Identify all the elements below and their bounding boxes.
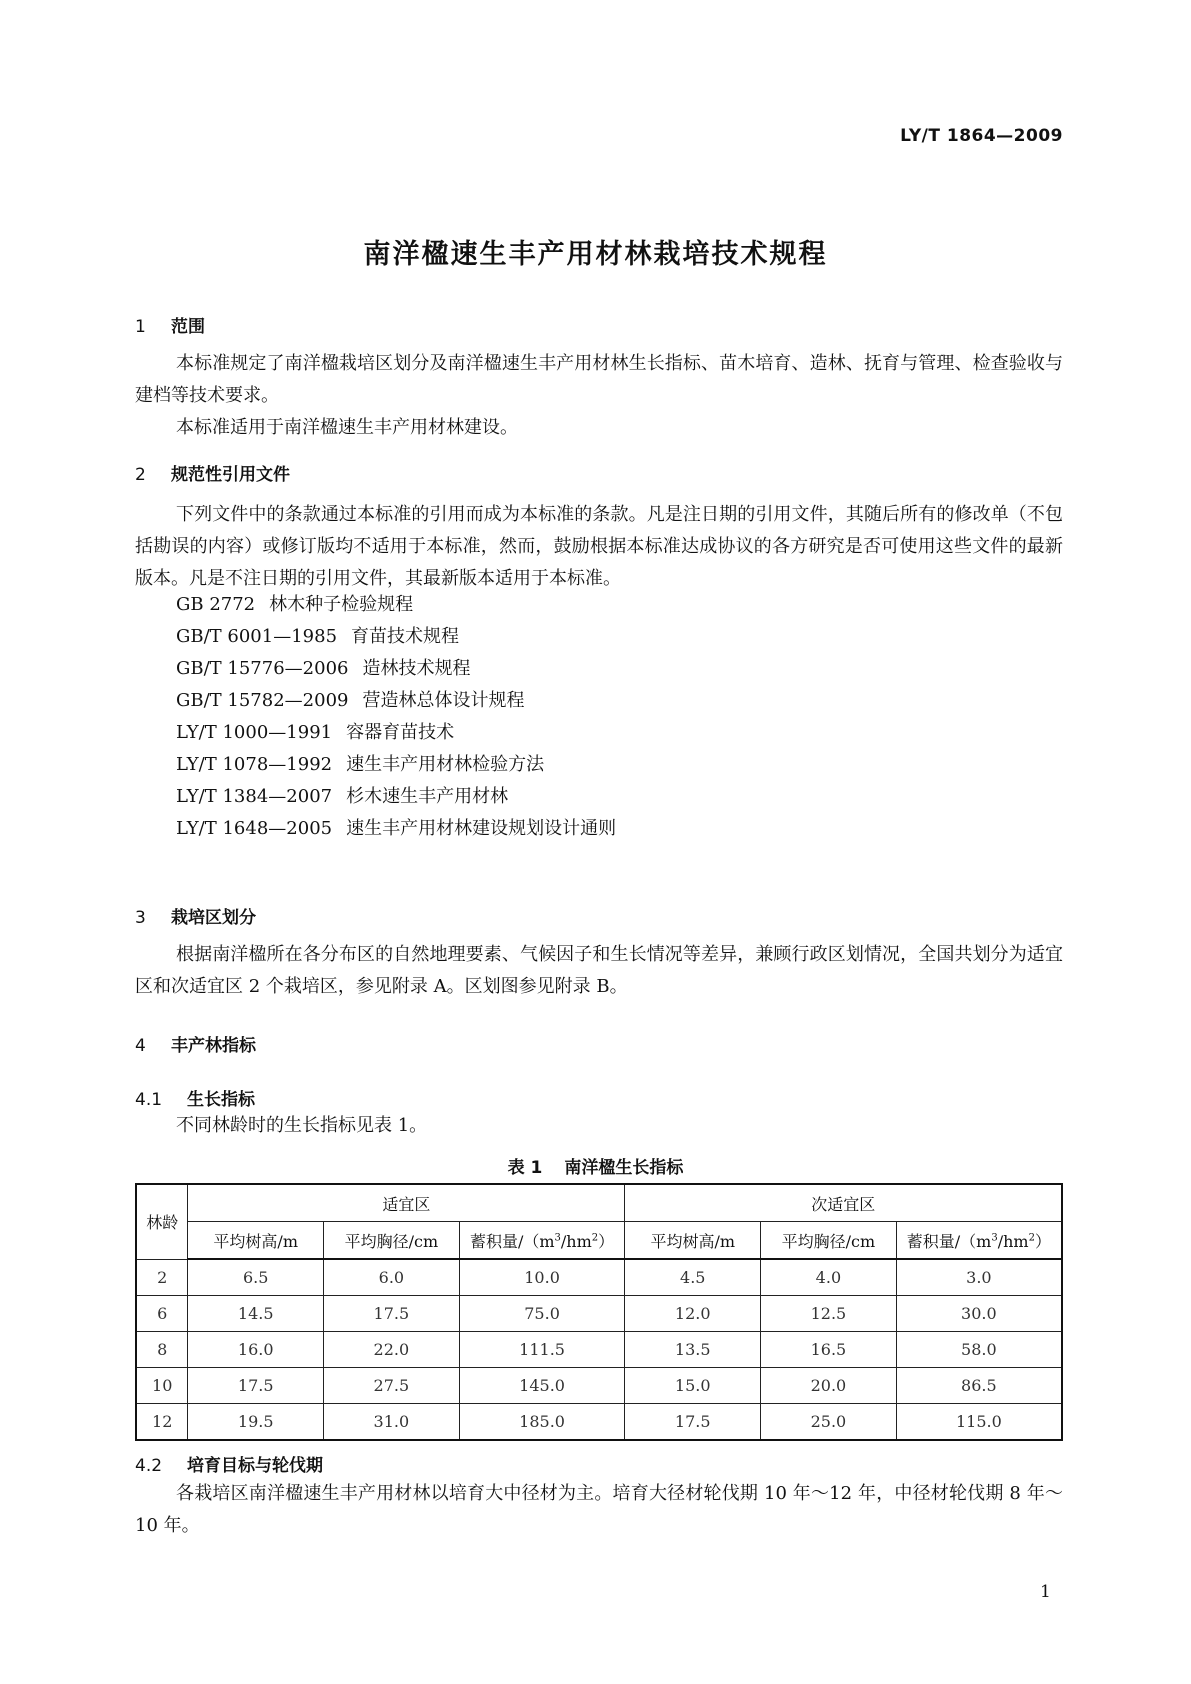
section-number: 1 [135,317,146,337]
table-row [136,1296,1062,1332]
table-row [136,1259,1062,1296]
table-cell: 12.0 [625,1296,761,1332]
reference-item [176,621,616,653]
table-cell: 75.0 [459,1296,625,1332]
reference-code: GB 2772 [176,594,256,615]
cell-age: 10 [136,1368,188,1404]
header-dbh: 平均胸径/cm [761,1222,897,1260]
table-cell: 22.0 [324,1332,460,1368]
table-cell: 25.0 [761,1404,897,1441]
reference-name: 速生丰产用材林检验方法 [346,754,545,775]
section-title: 栽培区划分 [171,908,256,928]
page-number: 1 [1040,1582,1051,1602]
section-1-paragraph-1: 本标准规定了南洋楹栽培区划分及南洋楹速生丰产用材林生长指标、苗木培育、造林、抚育与管理、检查验收与建档等技术要求。 [135,353,1063,406]
section-title: 生长指标 [187,1090,255,1110]
table-cell: 15.0 [625,1368,761,1404]
reference-name: 杉木速生丰产用材林 [346,786,509,807]
section-2-paragraph-1: 下列文件中的条款通过本标准的引用而成为本标准的条款。凡是注日期的引用文件，其随后所有的修改单（不包括勘误的内容）或修订版均不适用于本标准，然而，鼓励根据本标准达成协议的各方研究是否可使用这些文件的最新版本。凡是不注日期的引用文件，其最新版本适用于本标准。 [135,504,1063,589]
header-dbh: 平均胸径/cm [324,1222,460,1260]
table-cell: 20.0 [761,1368,897,1404]
table-cell: 16.5 [761,1332,897,1368]
volume-label-suffix: ） [1034,1231,1051,1251]
header-height: 平均树高/m [188,1222,324,1260]
table-cell: 13.5 [625,1332,761,1368]
table-cell: 31.0 [324,1404,460,1441]
table-cell: 145.0 [459,1368,625,1404]
table-number: 表 1 [507,1158,543,1178]
table-cell: 58.0 [896,1332,1062,1368]
section-title: 丰产林指标 [171,1036,256,1056]
reference-code: LY/T 1000—1991 [176,722,333,743]
section-2-heading [135,460,290,485]
table-caption [0,1153,1191,1178]
section-1-heading [135,312,205,337]
reference-list [176,589,616,845]
reference-item [176,717,616,749]
reference-name: 育苗技术规程 [351,626,460,647]
volume-label-mid: /hm [560,1231,592,1251]
reference-code: LY/T 1078—1992 [176,754,333,775]
reference-item [176,589,616,621]
volume-label-prefix: 蓄积量/（m [469,1231,555,1251]
section-4-1-paragraph: 不同林龄时的生长指标见表 1。 [176,1115,428,1136]
cell-age: 6 [136,1296,188,1332]
table-cell: 115.0 [896,1404,1062,1441]
cell-age: 12 [136,1404,188,1441]
reference-code: LY/T 1384—2007 [176,786,333,807]
reference-name: 造林技术规程 [362,658,471,679]
table-header-row [136,1184,1062,1222]
volume-label-suffix: ） [598,1231,615,1251]
header-group-suitable: 适宜区 [188,1184,625,1222]
reference-code: GB/T 15776—2006 [176,658,349,679]
reference-item [176,781,616,813]
growth-indicator-table [135,1183,1063,1441]
section-number: 4.1 [135,1090,163,1110]
table-cell: 3.0 [896,1259,1062,1296]
section-4-heading [135,1031,256,1056]
volume-label-prefix: 蓄积量/（m [906,1231,992,1251]
section-title: 范围 [171,317,205,337]
section-3-heading [135,903,256,928]
header-volume [459,1222,625,1260]
section-3-paragraph-1: 根据南洋楹所在各分布区的自然地理要素、气候因子和生长情况等差异，兼顾行政区划情况，全国共划分为适宜区和次适宜区 2 个栽培区，参见附录 A。区划图参见附录 B。 [135,944,1063,997]
standard-code: LY/T 1864—2009 [900,126,1063,146]
section-number: 3 [135,908,146,928]
reference-code: GB/T 6001—1985 [176,626,338,647]
table-cell: 185.0 [459,1404,625,1441]
table-row [136,1404,1062,1441]
table-cell: 17.5 [324,1296,460,1332]
table-cell: 10.0 [459,1259,625,1296]
section-4-2-paragraph: 各栽培区南洋楹速生丰产用材林以培育大中径材为主。培育大径材轮伐期 10 年～12 年，中径材轮伐期 8 年～10 年。 [135,1483,1063,1536]
area-exponent: 2 [1028,1232,1035,1244]
reference-name: 林木种子检验规程 [269,594,414,615]
section-title: 培育目标与轮伐期 [187,1456,323,1476]
reference-name: 营造林总体设计规程 [362,690,525,711]
table-title: 南洋楹生长指标 [564,1158,684,1178]
area-exponent: 2 [591,1232,599,1244]
table-cell: 111.5 [459,1332,625,1368]
table-cell: 30.0 [896,1296,1062,1332]
header-volume [896,1222,1062,1260]
document-title: 南洋楹速生丰产用材林栽培技术规程 [363,239,828,270]
table-cell: 4.0 [761,1259,897,1296]
section-1-paragraph-2: 本标准适用于南洋楹速生丰产用材林建设。 [176,417,518,438]
reference-item [176,685,616,717]
table-cell: 16.0 [188,1332,324,1368]
section-4-2-heading [135,1451,323,1476]
reference-code: GB/T 15782—2009 [176,690,349,711]
section-title: 规范性引用文件 [171,465,290,485]
table-cell: 14.5 [188,1296,324,1332]
section-number: 2 [135,465,146,485]
table-cell: 6.5 [188,1259,324,1296]
reference-name: 速生丰产用材林建设规划设计通则 [346,818,617,839]
header-group-subsuitable: 次适宜区 [625,1184,1062,1222]
section-number: 4 [135,1036,146,1056]
section-4-1-heading [135,1085,255,1110]
reference-code: LY/T 1648—2005 [176,818,333,839]
table-row [136,1332,1062,1368]
table-cell: 19.5 [188,1404,324,1441]
table-subheader-row [136,1222,1062,1260]
table-cell: 17.5 [625,1404,761,1441]
cell-age: 8 [136,1332,188,1368]
header-height: 平均树高/m [625,1222,761,1260]
cell-age: 2 [136,1259,188,1296]
reference-item [176,813,616,845]
table-cell: 12.5 [761,1296,897,1332]
table-cell: 86.5 [896,1368,1062,1404]
header-age: 林龄 [136,1184,188,1259]
table-cell: 27.5 [324,1368,460,1404]
section-number: 4.2 [135,1456,163,1476]
reference-name: 容器育苗技术 [346,722,455,743]
table-cell: 4.5 [625,1259,761,1296]
reference-item [176,749,616,781]
table-cell: 6.0 [324,1259,460,1296]
volume-exponent: 3 [991,1232,998,1244]
table-row [136,1368,1062,1404]
volume-exponent: 3 [554,1232,561,1244]
reference-item [176,653,616,685]
table-cell: 17.5 [188,1368,324,1404]
volume-label-mid: /hm [997,1231,1029,1251]
